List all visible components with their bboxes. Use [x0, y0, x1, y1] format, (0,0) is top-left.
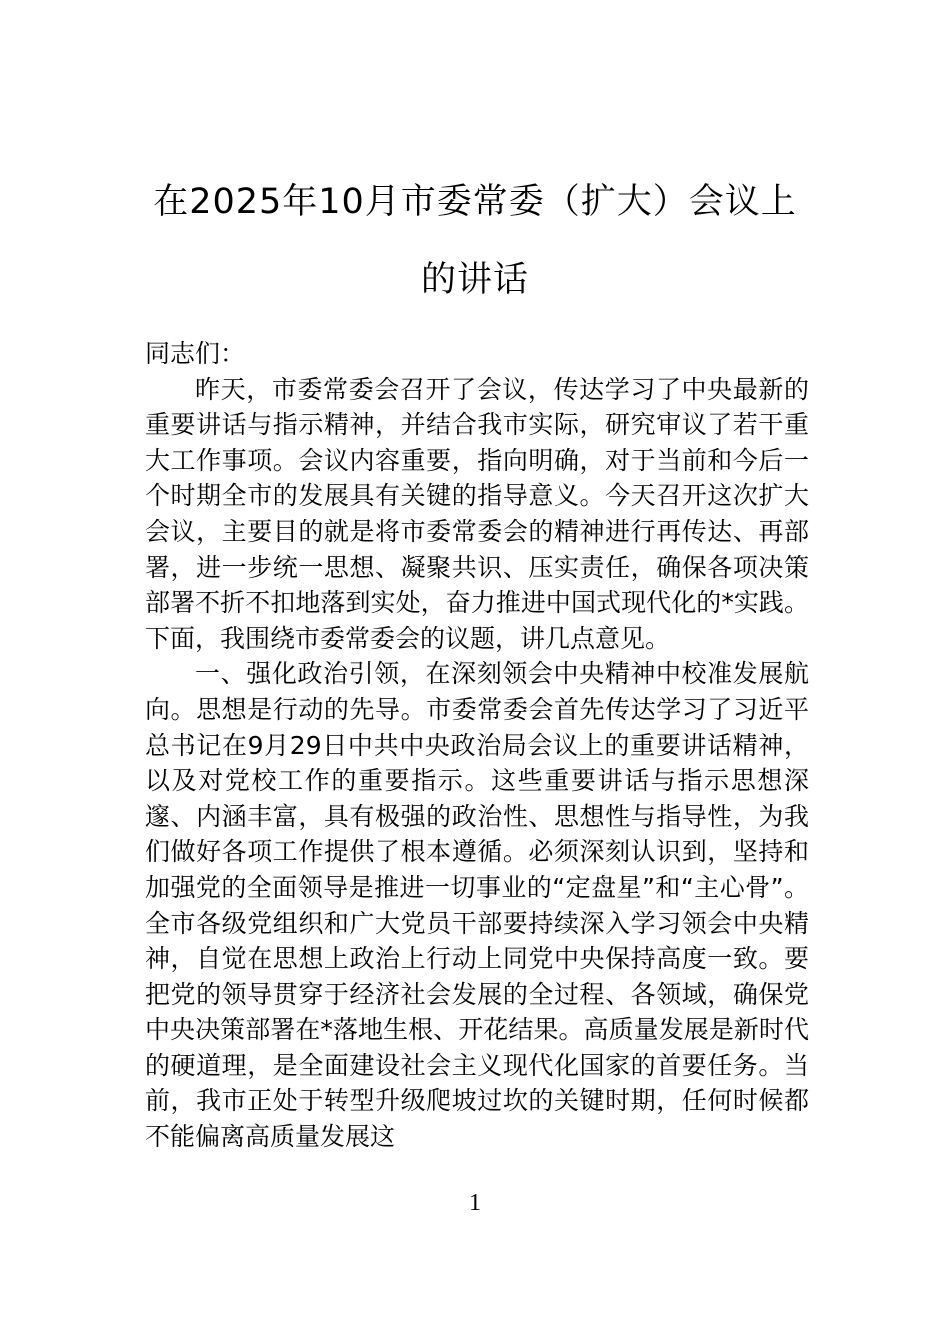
document-body: [145, 336, 809, 1155]
paragraph-intro: 昨天，市委常委会召开了会议，传达学习了中央最新的重要讲话与指示精神，并结合我市实际，研究审议了若干重大工作事项。会议内容重要，指向明确，对于当前和今后一个时期全市的发展具有关键的指导意义。今天召开这次扩大会议，主要目的就是将市委常委会的精神进行再传达、再部署，进一步统一思想、凝聚共识、压实责任，确保各项决策部署不折不扣地落到实处，奋力推进中国式现代化的*实践。下面，我围绕市委常委会的议题，讲几点意见。: [145, 374, 809, 653]
page-number: 1: [469, 1190, 481, 1216]
paragraph-section-one: 一、强化政治引领，在深刻领会中央精神中校准发展航向。思想是行动的先导。市委常委会首先传达学习了习近平总书记在9月29日中共中央政治局会议上的重要讲话精神，以及对党校工作的重要指示。这些重要讲话与指示思想深邃、内涵丰富，具有极强的政治性、思想性与指导性，为我们做好各项工作提供了根本遵循。必须深刻认识到，坚持和加强党的全面领导是推进一切事业的“定盘星”和“主心骨”。全市各级党组织和广大党员干部要持续深入学习领会中央精神，自觉在思想上政治上行动上同党中央保持高度一致。要把党的领导贯穿于经济社会发展的全过程、各领域，确保党中央决策部署在*落地生根、开花结果。高质量发展是新时代的硬道理，是全面建设社会主义现代化国家的首要任务。当前，我市正处于转型升级爬坡过坎的关键时期，任何时候都不能偏离高质量发展这: [145, 659, 809, 1152]
salutation: 同志们：: [145, 339, 246, 368]
document-title: 在2025年10月市委常委（扩大）会议上的讲话: [153, 182, 797, 300]
